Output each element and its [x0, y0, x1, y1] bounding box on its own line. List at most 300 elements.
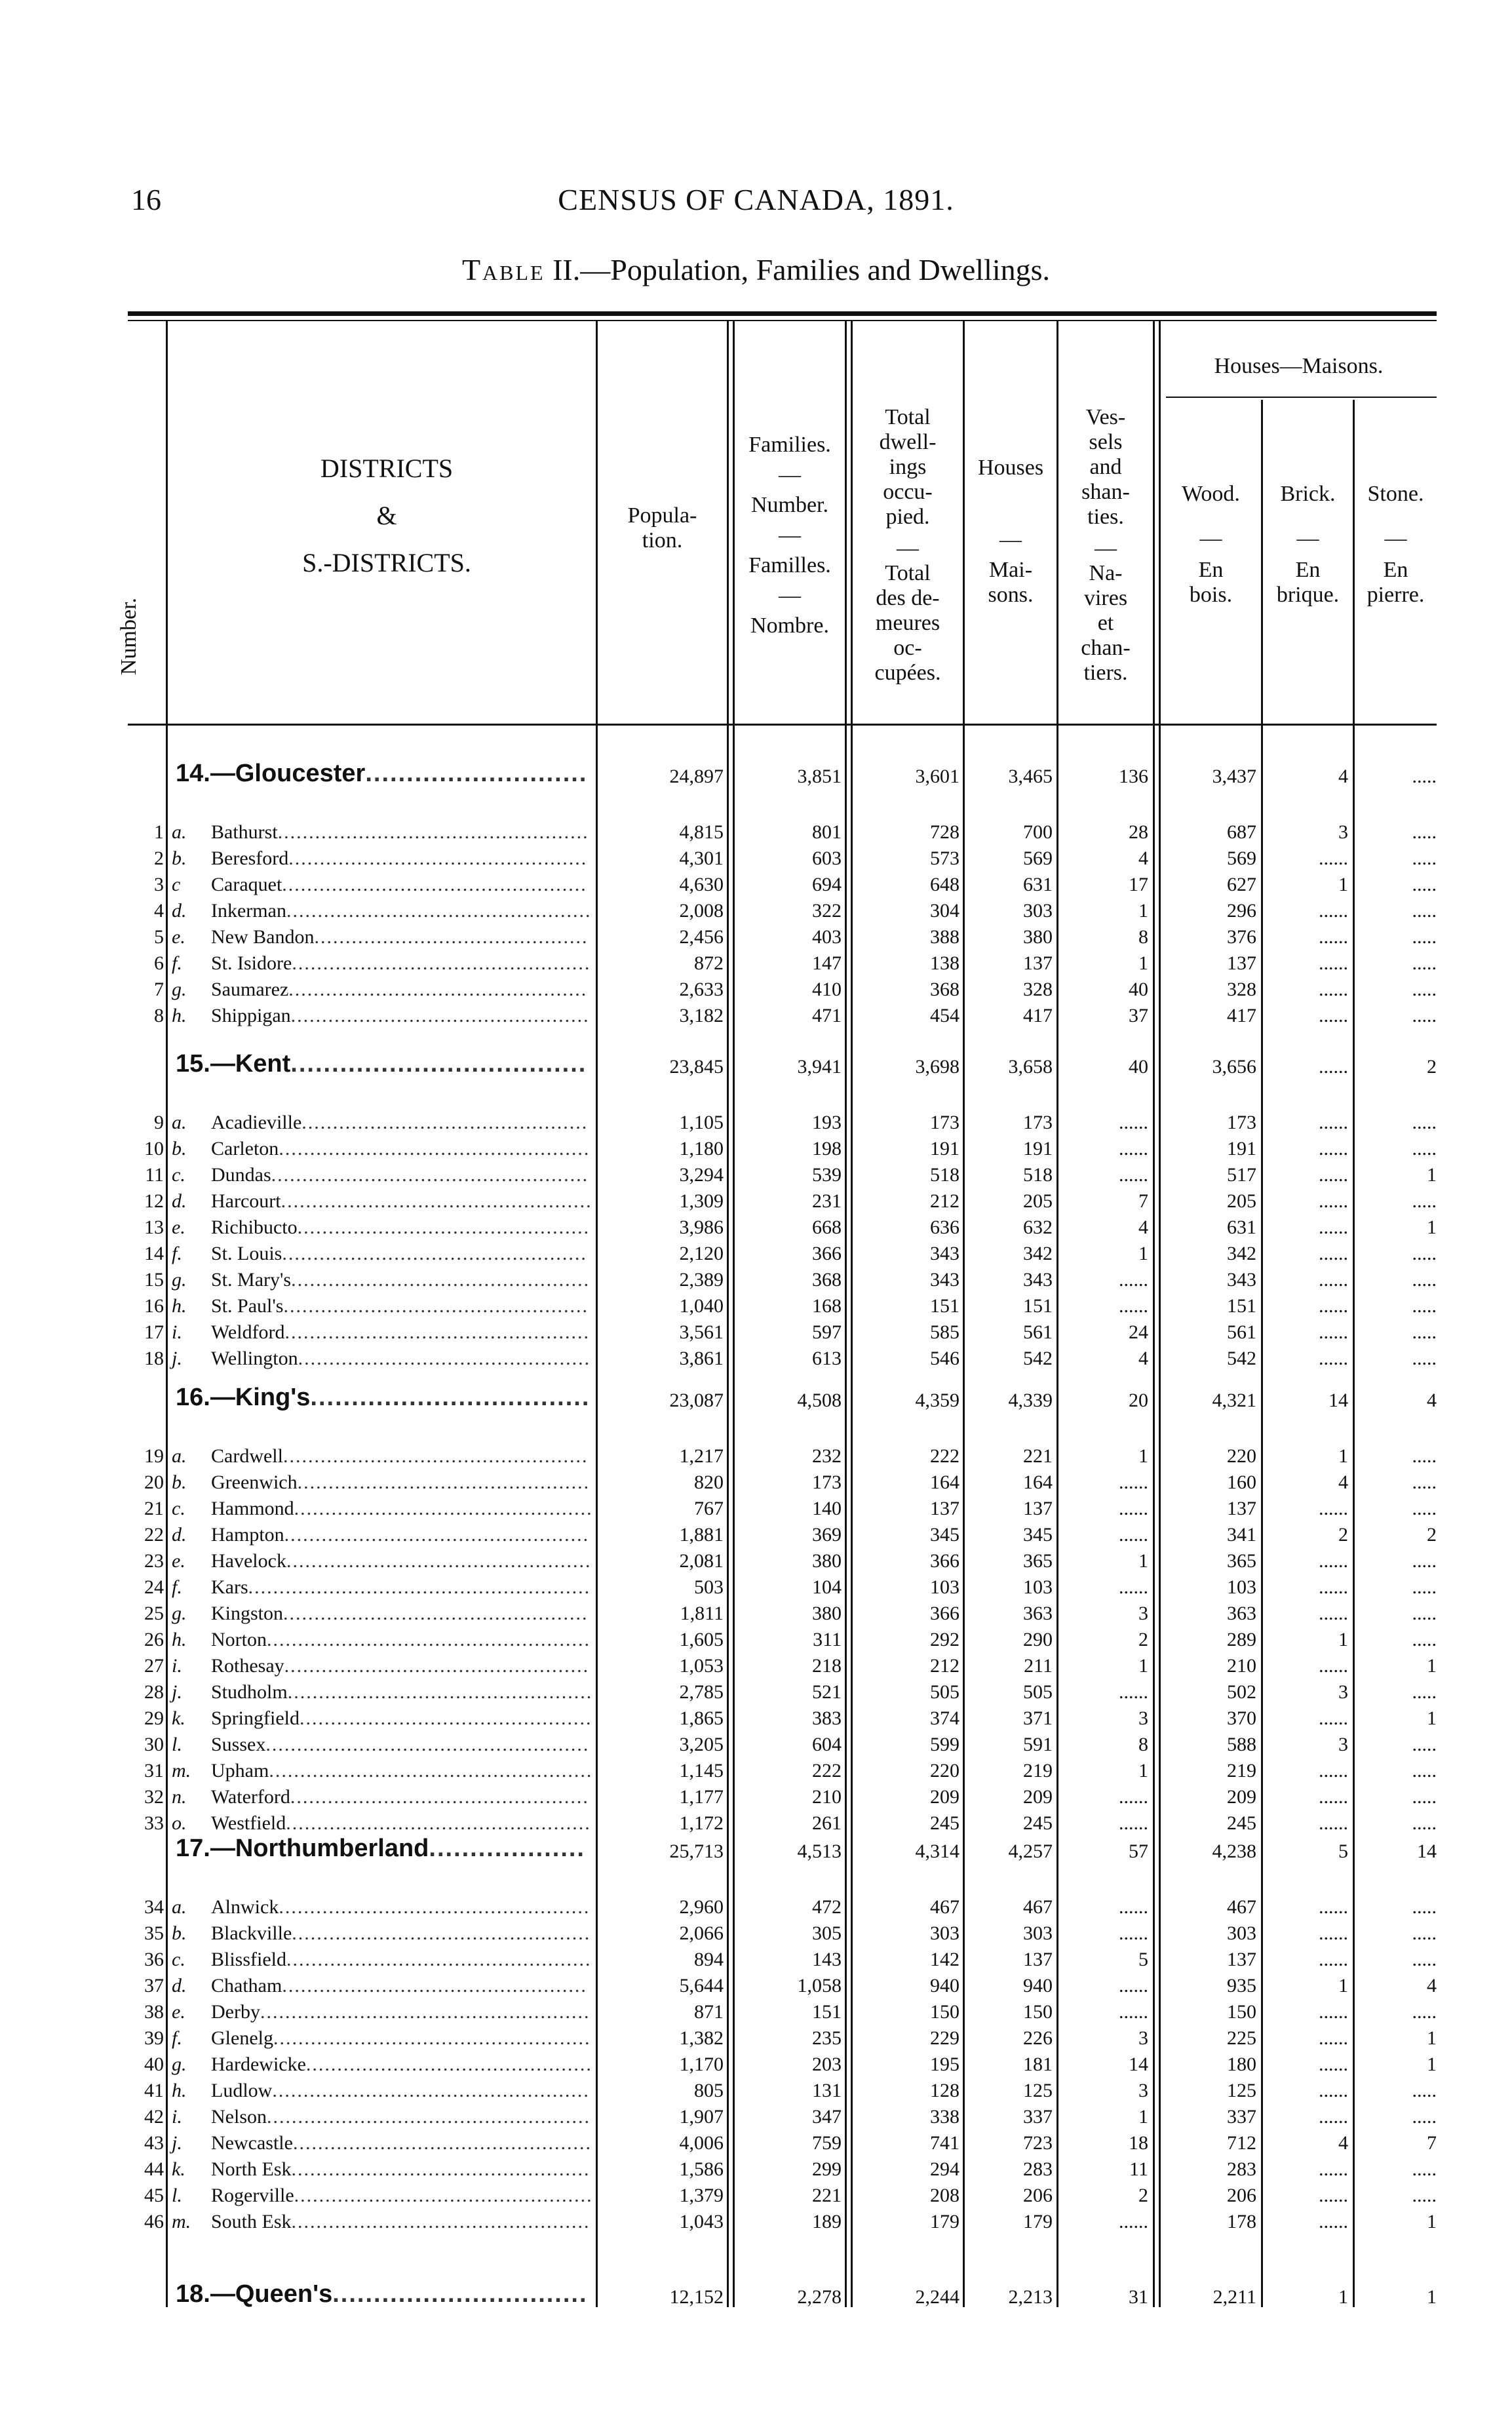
row-value-cell: 694 — [812, 874, 842, 895]
row-value-cell: ..... — [1412, 1603, 1437, 1624]
row-letter: j. — [172, 1681, 182, 1703]
row-value-cell: 767 — [694, 1498, 724, 1519]
row-value-cell: 3 — [1338, 1681, 1348, 1703]
row-value-cell: 366 — [930, 1603, 960, 1624]
row-value-cell: 4 — [1338, 2132, 1348, 2154]
row-value-cell: 294 — [930, 2158, 960, 2180]
row-value-cell: 198 — [812, 1138, 842, 1159]
leader-dots: .................................................. — [281, 1190, 592, 1212]
row-district-name: Harcourt.................................................. — [211, 1190, 592, 1212]
row-value-cell: 588 — [1227, 1734, 1256, 1755]
header-houses-maisons: Houses—Maisons. — [1214, 354, 1384, 378]
row-district-name: Kingston................................................. — [211, 1603, 589, 1624]
row-value-cell: 128 — [930, 2080, 960, 2101]
row-value-cell: 137 — [1227, 1498, 1256, 1519]
row-value-cell: 894 — [694, 1949, 724, 1970]
row-district-name: Studholm................................................. — [211, 1681, 593, 1703]
row-value-cell: ..... — [1412, 926, 1437, 948]
row-value-cell: 1 — [1427, 1216, 1437, 1238]
row-value-cell: 3 — [1138, 2080, 1148, 2101]
section-total-cell: 3,698 — [915, 1056, 960, 1078]
row-value-cell: 603 — [812, 847, 842, 869]
row-value-cell: 328 — [1023, 979, 1053, 1000]
row-letter: e. — [172, 926, 185, 948]
row-value-cell: ..... — [1412, 1681, 1437, 1703]
leader-dots: ................................................ — [288, 847, 588, 869]
row-value-cell: 137 — [1023, 952, 1053, 974]
row-value-cell: ...... — [1319, 1786, 1348, 1808]
row-number: 34 — [144, 1896, 164, 1918]
leader-dots: ................................................. — [284, 1524, 590, 1546]
row-letter: b. — [172, 1138, 187, 1159]
row-district-name: Nelson.................................................... — [211, 2106, 591, 2128]
header-families-line5: Familles. — [748, 553, 831, 577]
row-value-cell: 151 — [1227, 1295, 1256, 1317]
row-value-cell: 2 — [1138, 1629, 1148, 1650]
row-value-cell: 388 — [930, 926, 960, 948]
row-letter: a. — [172, 1445, 187, 1467]
row-value-cell: 173 — [1227, 1112, 1256, 1133]
section-total-cell: 2 — [1427, 1056, 1437, 1078]
section-total-cell: 14 — [1417, 1840, 1437, 1862]
header-dwellings-line7: Total — [885, 561, 931, 585]
row-value-cell: 1 — [1138, 1243, 1148, 1264]
row-value-cell: 137 — [1023, 1949, 1053, 1970]
row-value-cell: 24 — [1129, 1321, 1148, 1343]
row-value-cell: 261 — [812, 1812, 842, 1834]
row-value-cell: 7 — [1427, 2132, 1437, 2154]
row-value-cell: ...... — [1319, 1603, 1348, 1624]
row-value-cell: 369 — [812, 1524, 842, 1546]
row-value-cell: 1 — [1138, 1550, 1148, 1572]
row-letter: k. — [172, 2158, 185, 2180]
row-value-cell: 1 — [1427, 2053, 1437, 2075]
section-total-cell: 4 — [1427, 1390, 1437, 1411]
row-value-cell: ...... — [1319, 2106, 1348, 2128]
row-district-name: Waterford................................................ — [211, 1786, 589, 1808]
row-district-name: Ludlow................................................... — [211, 2080, 590, 2101]
houses-maisons-rule — [1166, 397, 1437, 398]
leader-dots: ................................................. — [284, 1321, 591, 1343]
row-value-cell: 150 — [1023, 2001, 1053, 2023]
header-dwellings-line10: oc- — [893, 636, 922, 660]
row-value-cell: ...... — [1319, 1190, 1348, 1212]
row-value-cell: 1 — [1138, 1655, 1148, 1677]
row-value-cell: 1,177 — [679, 1786, 724, 1808]
row-district-name: Derby..................................................... — [211, 2001, 591, 2023]
leader-dots: ................................................ — [291, 2211, 591, 2232]
row-value-cell: 292 — [930, 1629, 960, 1650]
section-title-row — [176, 1384, 590, 1412]
row-value-cell: 347 — [812, 2106, 842, 2128]
table-caption — [0, 252, 1512, 287]
row-district-name: Shippigan................................................ — [211, 1005, 590, 1026]
row-value-cell: 235 — [812, 2027, 842, 2049]
row-value-cell: ..... — [1412, 979, 1437, 1000]
section-title-row — [176, 1835, 585, 1863]
row-value-cell: 505 — [930, 1681, 960, 1703]
row-value-cell: ...... — [1319, 1550, 1348, 1572]
row-value-cell: ...... — [1319, 2158, 1348, 2180]
row-letter: m. — [172, 1760, 191, 1781]
row-value-cell: ..... — [1412, 1112, 1437, 1133]
row-value-cell: 1,053 — [679, 1655, 724, 1677]
row-number: 27 — [144, 1655, 164, 1677]
row-value-cell: 221 — [812, 2185, 842, 2206]
row-value-cell: 212 — [930, 1655, 960, 1677]
row-letter: a. — [172, 1112, 187, 1133]
header-wood-line2: — — [1199, 526, 1222, 551]
row-value-cell: 417 — [1023, 1005, 1053, 1026]
leader-dots: ................................................. — [282, 1445, 589, 1467]
row-value-cell: ..... — [1412, 1922, 1437, 1944]
row-value-cell: 103 — [1023, 1576, 1053, 1598]
row-value-cell: 125 — [1227, 2080, 1256, 2101]
row-number: 38 — [144, 2001, 164, 2023]
row-district-name: Dundas................................................... — [211, 1164, 589, 1186]
row-value-cell: 573 — [930, 847, 960, 869]
table-caption-title: —Population, Families and Dwellings. — [580, 253, 1051, 286]
row-value-cell: 209 — [930, 1786, 960, 1808]
row-value-cell: 365 — [1023, 1550, 1053, 1572]
row-value-cell: 209 — [1227, 1786, 1256, 1808]
row-value-cell: 208 — [930, 2185, 960, 2206]
row-value-cell: ..... — [1412, 2185, 1437, 2206]
row-district-name: Hampton................................................. — [211, 1524, 590, 1546]
row-value-cell: 546 — [930, 1348, 960, 1369]
leader-dots: ................................................. — [286, 1949, 592, 1970]
section-total-cell: 3,601 — [915, 766, 960, 787]
table-caption-prefix: Table — [461, 253, 545, 286]
header-total-dwellings — [853, 405, 963, 686]
row-value-cell: 4 — [1138, 1348, 1148, 1369]
leader-dots: ................................................ — [292, 1922, 591, 1944]
row-value-cell: 3,294 — [679, 1164, 724, 1186]
row-value-cell: 1,811 — [680, 1603, 724, 1624]
row-number: 45 — [144, 2185, 164, 2206]
row-value-cell: 1,382 — [679, 2027, 724, 2049]
leader-dots: .................................................. — [279, 1896, 591, 1918]
leader-dots: ................................................... — [272, 2080, 590, 2101]
leader-dots: ................................................. — [282, 1243, 587, 1264]
row-value-cell: 569 — [1227, 847, 1256, 869]
header-brick-line3: En — [1295, 558, 1321, 582]
row-number: 17 — [144, 1321, 164, 1343]
row-value-cell: 2,785 — [679, 1681, 724, 1703]
row-letter: b. — [172, 1922, 187, 1944]
row-value-cell: 345 — [1023, 1524, 1053, 1546]
row-value-cell: 1,907 — [679, 2106, 724, 2128]
row-value-cell: 289 — [1227, 1629, 1256, 1650]
row-value-cell: 1,217 — [679, 1445, 724, 1467]
row-value-cell: 322 — [812, 900, 842, 922]
row-value-cell: ...... — [1119, 1786, 1148, 1808]
row-value-cell: 1 — [1338, 1975, 1348, 1996]
row-value-cell: 363 — [1227, 1603, 1256, 1624]
row-district-name: Weldford................................................. — [211, 1321, 591, 1343]
row-number: 29 — [144, 1707, 164, 1729]
row-district-name: St. Louis................................................. — [211, 1243, 587, 1264]
row-value-cell: 599 — [930, 1734, 960, 1755]
row-number: 8 — [154, 1005, 164, 1026]
header-families — [735, 433, 845, 638]
row-value-cell: 940 — [930, 1975, 960, 1996]
row-value-cell: ...... — [1119, 1576, 1148, 1598]
row-value-cell: 1 — [1338, 1629, 1348, 1650]
row-value-cell: 759 — [812, 2132, 842, 2154]
row-value-cell: 1 — [1427, 1164, 1437, 1186]
row-value-cell: 303 — [1227, 1922, 1256, 1944]
header-vessels — [1058, 405, 1153, 686]
row-value-cell: 542 — [1227, 1348, 1256, 1369]
row-value-cell: 471 — [812, 1005, 842, 1026]
row-value-cell: ..... — [1412, 2158, 1437, 2180]
header-districts-line1: DISTRICTS — [320, 454, 454, 483]
header-houses-line3: Mai- — [988, 558, 1033, 582]
row-value-cell: 179 — [1023, 2211, 1053, 2232]
row-value-cell: 1 — [1338, 874, 1348, 895]
row-value-cell: 181 — [1023, 2053, 1053, 2075]
row-value-cell: 1 — [1138, 1760, 1148, 1781]
leader-dots: ................................................. — [283, 1603, 589, 1624]
row-value-cell: ..... — [1412, 1498, 1437, 1519]
row-value-cell: 636 — [930, 1216, 960, 1238]
row-value-cell: 1 — [1338, 1445, 1348, 1467]
row-value-cell: 518 — [1023, 1164, 1053, 1186]
row-letter: k. — [172, 1707, 185, 1729]
row-value-cell: 296 — [1227, 900, 1256, 922]
header-brick-line4: brique. — [1276, 583, 1340, 607]
section-total-cell: 3,465 — [1008, 766, 1053, 787]
row-value-cell: 173 — [812, 1471, 842, 1493]
row-number: 28 — [144, 1681, 164, 1703]
row-value-cell: 521 — [812, 1681, 842, 1703]
row-value-cell: 363 — [1023, 1603, 1053, 1624]
header-brick — [1263, 482, 1353, 608]
leader-dots: ................................................. — [286, 1812, 591, 1834]
row-value-cell: 283 — [1227, 2158, 1256, 2180]
row-value-cell: ..... — [1412, 2001, 1437, 2023]
row-value-cell: ..... — [1412, 1734, 1437, 1755]
row-value-cell: ..... — [1412, 1896, 1437, 1918]
section-total-cell: 1 — [1427, 2286, 1437, 2308]
col-line-families — [845, 321, 847, 2307]
header-population-line2: tion. — [642, 528, 683, 553]
row-value-cell: ...... — [1319, 1005, 1348, 1026]
header-stone-line2: — — [1384, 526, 1407, 551]
row-letter: n. — [172, 1786, 187, 1808]
leader-dots: ................................................. — [286, 900, 592, 922]
row-value-cell: 138 — [930, 952, 960, 974]
header-districts-line2: & — [376, 501, 397, 530]
row-value-cell: ..... — [1412, 821, 1437, 843]
row-value-cell: 8 — [1138, 926, 1148, 948]
row-value-cell: 1 — [1138, 1445, 1148, 1467]
row-value-cell: 591 — [1023, 1734, 1053, 1755]
row-value-cell: 561 — [1227, 1321, 1256, 1343]
row-value-cell: ...... — [1319, 1707, 1348, 1729]
row-value-cell: ..... — [1412, 1760, 1437, 1781]
row-value-cell: 210 — [812, 1786, 842, 1808]
row-value-cell: 328 — [1227, 979, 1256, 1000]
row-value-cell: 18 — [1129, 2132, 1148, 2154]
row-value-cell: 383 — [812, 1707, 842, 1729]
row-value-cell: 366 — [930, 1550, 960, 1572]
row-district-name: Blissfield................................................. — [211, 1949, 592, 1970]
row-value-cell: 3,986 — [679, 1216, 724, 1238]
leader-dots: .................................................... — [269, 1760, 593, 1781]
section-total-cell: 1 — [1338, 2286, 1348, 2308]
row-value-cell: 290 — [1023, 1629, 1053, 1650]
row-value-cell: ...... — [1119, 1498, 1148, 1519]
section-title: 16.—King's — [176, 1384, 311, 1411]
row-value-cell: ...... — [1119, 1112, 1148, 1133]
row-value-cell: 2 — [1138, 2185, 1148, 2206]
row-value-cell: 467 — [1227, 1896, 1256, 1918]
row-value-cell: 1 — [1427, 1655, 1437, 1677]
row-value-cell: 168 — [812, 1295, 842, 1317]
row-value-cell: 343 — [1023, 1269, 1053, 1291]
row-value-cell: 801 — [812, 821, 842, 843]
row-value-cell: 700 — [1023, 821, 1053, 843]
row-value-cell: 2,389 — [679, 1269, 724, 1291]
section-total-cell: 25,713 — [669, 1840, 724, 1862]
row-number: 13 — [144, 1216, 164, 1238]
section-total-cell: 3,941 — [797, 1056, 842, 1078]
section-total-cell: 5 — [1338, 1840, 1348, 1862]
header-wood-line1: Wood. — [1182, 482, 1240, 506]
leader-dots: ............................................... — [300, 1707, 592, 1729]
row-value-cell: ...... — [1319, 1112, 1348, 1133]
row-value-cell: 1,309 — [679, 1190, 724, 1212]
header-families-line6: — — [779, 583, 801, 608]
row-number: 4 — [154, 900, 164, 922]
section-total-cell: 40 — [1129, 1056, 1148, 1078]
leader-dots: .................................................... — [267, 1629, 591, 1650]
row-value-cell: ..... — [1412, 847, 1437, 869]
header-houses-line2: — — [999, 528, 1022, 552]
row-value-cell: 542 — [1023, 1348, 1053, 1369]
row-value-cell: 232 — [812, 1445, 842, 1467]
row-value-cell: 517 — [1227, 1164, 1256, 1186]
row-number: 26 — [144, 1629, 164, 1650]
row-value-cell: 137 — [930, 1498, 960, 1519]
row-value-cell: 712 — [1227, 2132, 1256, 2154]
row-value-cell: 218 — [812, 1655, 842, 1677]
row-letter: a. — [172, 1896, 187, 1918]
leader-dots: ........................... — [365, 760, 588, 787]
header-dwellings-line5: pied. — [885, 505, 930, 529]
leader-dots: .................................................... — [267, 2106, 591, 2128]
row-district-name: Caraquet................................................. — [211, 874, 587, 895]
row-value-cell: ...... — [1119, 1922, 1148, 1944]
leader-dots: ............................................... — [298, 1348, 591, 1369]
row-district-name: North Esk................................................ — [211, 2158, 591, 2180]
row-value-cell: 380 — [1023, 926, 1053, 948]
row-value-cell: 1 — [1138, 952, 1148, 974]
row-value-cell: 164 — [1023, 1471, 1053, 1493]
row-value-cell: 410 — [812, 979, 842, 1000]
row-district-name: Glenelg................................................... — [211, 2027, 591, 2049]
row-value-cell: ...... — [1319, 1164, 1348, 1186]
row-value-cell: ..... — [1412, 1629, 1437, 1650]
leader-dots: .................................. — [310, 1384, 591, 1411]
leader-dots: ................................................ — [288, 979, 588, 1000]
row-value-cell: 1,170 — [679, 2053, 724, 2075]
row-district-name: Chatham................................................. — [211, 1975, 587, 1996]
section-total-cell: 4,257 — [1008, 1840, 1053, 1862]
row-letter: h. — [172, 1295, 187, 1317]
row-district-name: Beresford................................................ — [211, 847, 588, 869]
row-value-cell: 2,120 — [679, 1243, 724, 1264]
header-wood — [1161, 482, 1261, 608]
row-value-cell: 209 — [1023, 1786, 1053, 1808]
row-value-cell: 11 — [1129, 2158, 1148, 2180]
section-total-cell: 3,437 — [1212, 766, 1256, 787]
row-value-cell: 206 — [1227, 2185, 1256, 2206]
col-line-districts — [596, 321, 598, 2307]
leader-dots: ................................................ — [292, 952, 591, 974]
row-value-cell: 245 — [930, 1812, 960, 1834]
row-letter: d. — [172, 1975, 187, 1996]
table-caption-number: II. — [552, 253, 581, 286]
leader-dots: ................................................... — [273, 2027, 591, 2049]
row-value-cell: ...... — [1119, 1975, 1148, 1996]
row-value-cell: 305 — [812, 1922, 842, 1944]
row-value-cell: ..... — [1412, 1471, 1437, 1493]
row-value-cell: 343 — [1227, 1269, 1256, 1291]
row-value-cell: 143 — [812, 1949, 842, 1970]
row-district-name: New Bandon............................................ — [211, 926, 589, 948]
row-value-cell: 569 — [1023, 847, 1053, 869]
row-value-cell: ..... — [1412, 874, 1437, 895]
row-value-cell: ...... — [1319, 1321, 1348, 1343]
header-dwellings-line3: ings — [889, 455, 927, 479]
row-letter: g. — [172, 979, 187, 1000]
row-value-cell: 343 — [930, 1243, 960, 1264]
row-letter: g. — [172, 2053, 187, 2075]
row-letter: h. — [172, 1629, 187, 1650]
leader-dots: ................................................ — [294, 1498, 593, 1519]
row-letter: c. — [172, 1949, 185, 1970]
row-value-cell: ...... — [1119, 2211, 1148, 2232]
header-stone-line1: Stone. — [1367, 482, 1424, 506]
row-value-cell: ..... — [1412, 1576, 1437, 1598]
page-title: CENSUS OF CANADA, 1891. — [558, 183, 954, 216]
row-letter: g. — [172, 1269, 187, 1291]
row-value-cell: ..... — [1412, 1321, 1437, 1343]
row-letter: f. — [172, 1243, 182, 1264]
row-number: 37 — [144, 1975, 164, 1996]
row-value-cell: 1,105 — [679, 1112, 724, 1133]
row-value-cell: 368 — [930, 979, 960, 1000]
row-district-name: Inkerman................................................. — [211, 900, 592, 922]
row-value-cell: 805 — [694, 2080, 724, 2101]
leader-dots: ................................................ — [291, 1269, 591, 1291]
section-title: 18.—Queen's — [176, 2280, 333, 2308]
row-district-name: Bathurst.................................................. — [211, 821, 589, 843]
row-value-cell: 935 — [1227, 1975, 1256, 1996]
row-value-cell: 219 — [1227, 1760, 1256, 1781]
row-value-cell: 345 — [930, 1524, 960, 1546]
section-total-cell: 14 — [1328, 1390, 1348, 1411]
row-value-cell: 150 — [930, 2001, 960, 2023]
header-districts — [262, 452, 511, 579]
row-value-cell: 303 — [930, 1922, 960, 1944]
row-value-cell: 151 — [1023, 1295, 1053, 1317]
row-number: 35 — [144, 1922, 164, 1944]
row-number: 10 — [144, 1138, 164, 1159]
